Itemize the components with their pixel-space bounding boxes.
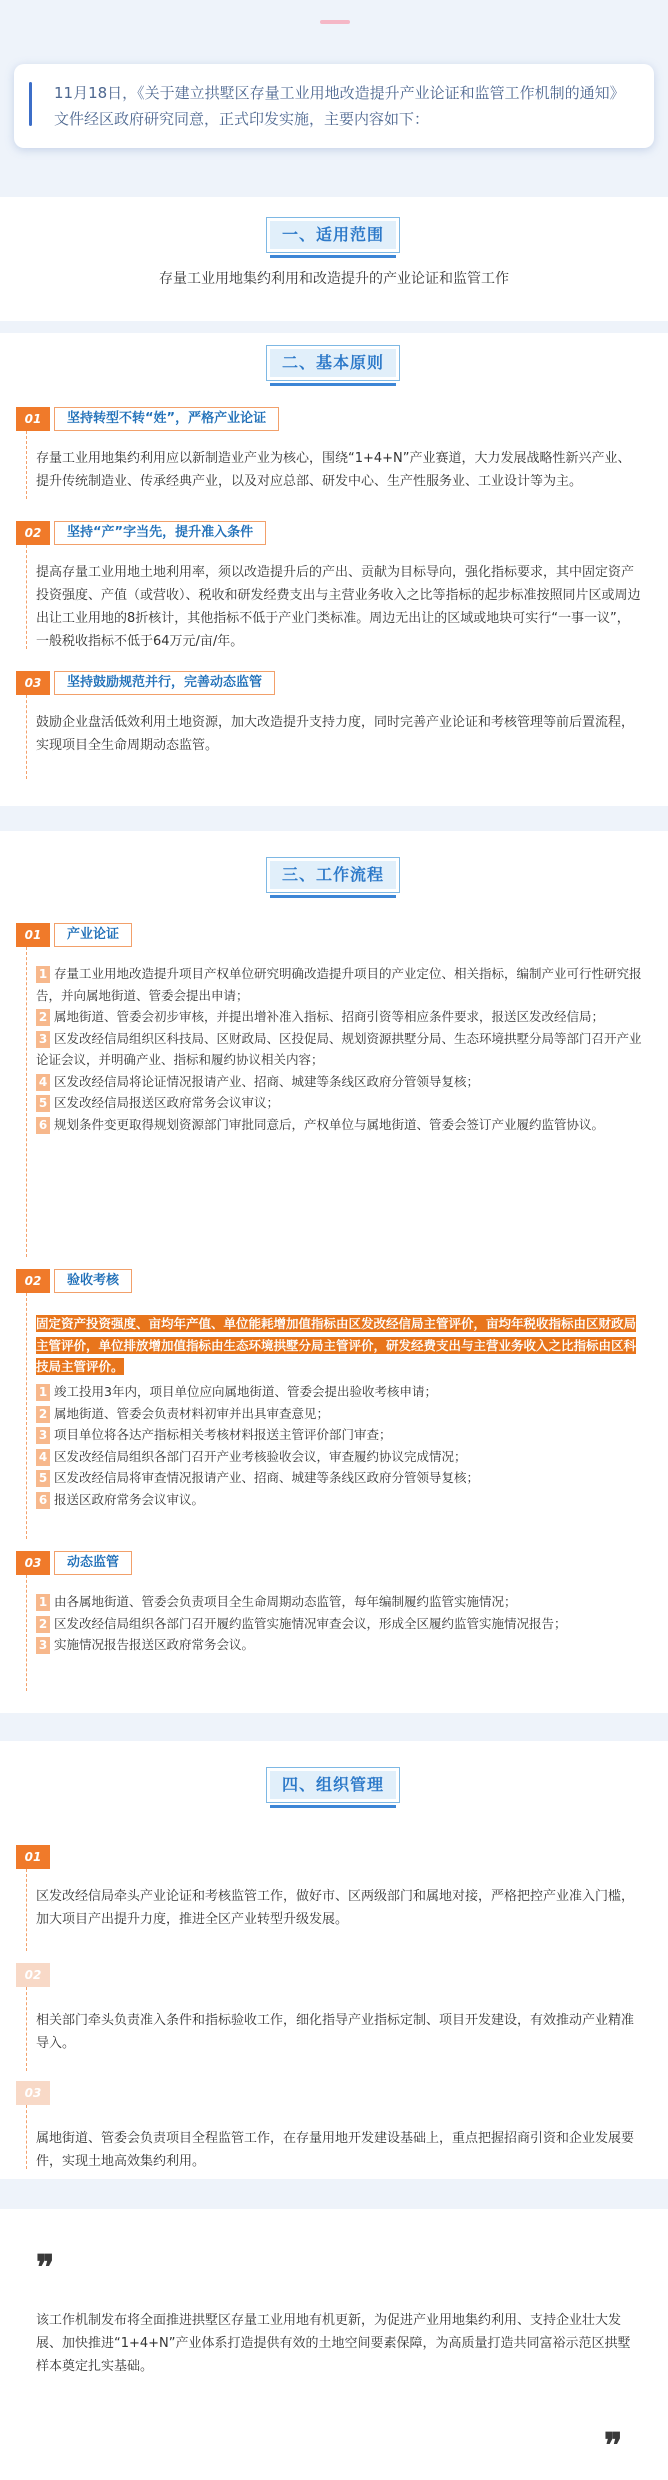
top-decoration bbox=[0, 0, 668, 22]
evaluation-highlight: 固定资产投资强度、亩均年产值、单位能耗增加值指标由区发改经信局主管评价，亩均年税收指标由区财政局主管评价，单位排放增加值指标由生态环境拱墅分局主管评价，研发经费支出与主营业务收入之比指标由区科技局主管评价。 bbox=[36, 1316, 637, 1374]
step-number: 1 bbox=[36, 1594, 50, 1611]
workflow-tag-02 bbox=[16, 1269, 132, 1293]
section-principles bbox=[0, 333, 668, 806]
workflow-steps bbox=[36, 963, 644, 1135]
evaluation-step bbox=[36, 1424, 644, 1446]
title-underline bbox=[270, 895, 396, 898]
dashed-guide bbox=[26, 695, 27, 779]
step-text: 区发改经信局将审查情况报请产业、招商、城建等条线区政府分管领导复核； bbox=[54, 1470, 480, 1485]
section-title-principles: 二、基本原则 bbox=[266, 345, 400, 381]
step-text: 区发改经信局组织各部门召开产业考核验收会议，审查履约协议完成情况； bbox=[54, 1448, 467, 1464]
workflow-number: 02 bbox=[16, 1269, 50, 1293]
workflow-tag-01 bbox=[16, 923, 132, 947]
principle-number: 01 bbox=[16, 407, 50, 431]
principle-number: 02 bbox=[16, 521, 50, 545]
workflow-step bbox=[36, 1114, 644, 1136]
title-underline bbox=[270, 255, 396, 258]
scope-text: 存量工业用地集约利用和改造提升的产业论证和监管工作 bbox=[159, 271, 509, 287]
step-number: 2 bbox=[36, 1009, 50, 1026]
step-text: 区发改经信局报送区政府常务会议审议； bbox=[54, 1095, 280, 1110]
principle-text: 提高存量工业用地土地利用率，须以改造提升后的产出、贡献为目标导向，强化指标要求，其中固定资产投资强度、产值（或营收）、税收和研发经费支出与主营业务收入之比等指标的起步标准按照同片区或周边出让工业用地的8折核计，其他指标不低于产业门类标准。周边无出让的区域或地块可实行“一事一议”，一般税收指标不低于64万元/亩/年。 bbox=[36, 565, 641, 649]
supervision-step bbox=[36, 1591, 644, 1613]
management-number-03: 03 bbox=[16, 2081, 50, 2105]
section-title-workflow: 三、工作流程 bbox=[266, 857, 400, 893]
workflow-step bbox=[36, 1092, 644, 1114]
step-number: 1 bbox=[36, 1384, 50, 1401]
step-text: 属地街道、管委会负责材料初审并出具审查意见； bbox=[54, 1405, 330, 1421]
step-text: 报送区政府常务会议审议。 bbox=[54, 1491, 205, 1507]
step-text: 竣工投用3年内，项目单位应向属地街道、管委会提出验收考核申请； bbox=[54, 1384, 437, 1399]
principle-text: 鼓励企业盘活低效利用土地资源，加大改造提升支持力度，同时完善产业论证和考核管理等前后置流程，实现项目全生命周期动态监管。 bbox=[36, 715, 635, 753]
principle-number: 03 bbox=[16, 671, 50, 695]
step-number: 6 bbox=[36, 1492, 50, 1509]
dashed-guide bbox=[26, 545, 27, 649]
step-number: 4 bbox=[36, 1449, 50, 1466]
section-title-management: 四、组织管理 bbox=[266, 1767, 400, 1803]
step-number: 5 bbox=[36, 1470, 50, 1487]
workflow-label: 产业论证 bbox=[54, 923, 132, 947]
management-text: 属地街道、管委会负责项目全程监管工作，在存量用地开发建设基础上，重点把握招商引资和企业发展要件，实现土地高效集约利用。 bbox=[36, 2131, 635, 2169]
step-number: 5 bbox=[36, 1095, 50, 1112]
evaluation-step bbox=[36, 1467, 644, 1489]
step-text: 实施情况报告报送区政府常务会议。 bbox=[54, 1637, 255, 1652]
title-underline bbox=[270, 383, 396, 386]
principle-tag-02 bbox=[16, 521, 266, 545]
title-underline bbox=[270, 1805, 396, 1808]
management-number-02: 02 bbox=[16, 1963, 50, 1987]
step-number: 2 bbox=[36, 1616, 50, 1633]
workflow-step bbox=[36, 1028, 644, 1071]
principle-label: 坚持“产”字当先，提升准入条件 bbox=[54, 521, 266, 545]
dashed-guide bbox=[26, 2105, 27, 2169]
workflow-number: 01 bbox=[16, 923, 50, 947]
dashed-guide bbox=[26, 431, 27, 499]
step-number: 4 bbox=[36, 1074, 50, 1091]
management-number-01: 01 bbox=[16, 1845, 50, 1869]
intro-card bbox=[14, 64, 654, 148]
section-management bbox=[0, 1741, 668, 2179]
section-workflow bbox=[0, 831, 668, 1713]
evaluation-steps bbox=[36, 1381, 644, 1510]
supervision-step bbox=[36, 1613, 644, 1635]
section-scope bbox=[0, 197, 668, 321]
step-number: 6 bbox=[36, 1117, 50, 1134]
supervision-steps bbox=[36, 1591, 644, 1656]
step-text: 规划条件变更取得规划资源部门审批同意后，产权单位与属地街道、管委会签订产业履约监管协议。 bbox=[54, 1116, 605, 1132]
closing-quote bbox=[0, 2209, 668, 2480]
workflow-step bbox=[36, 1006, 644, 1028]
step-text: 由各属地街道、管委会负责项目全生命周期动态监管，每年编制履约监管实施情况； bbox=[54, 1594, 517, 1609]
workflow-label: 验收考核 bbox=[54, 1269, 132, 1293]
step-number: 3 bbox=[36, 1427, 50, 1444]
intro-accent-bar bbox=[29, 82, 32, 126]
principle-tag-03 bbox=[16, 671, 275, 695]
step-number: 3 bbox=[36, 1637, 50, 1654]
step-text: 区发改经信局组织区科技局、区财政局、区投促局、规划资源拱墅分局、生态环境拱墅分局等部门召开产业论证会议，并明确产业、指标和履约协议相关内容； bbox=[36, 1030, 642, 1067]
dashed-guide bbox=[26, 947, 27, 1257]
step-number: 2 bbox=[36, 1406, 50, 1423]
step-text: 项目单位将各达产指标相关考核材料报送主管评价部门审查； bbox=[54, 1427, 392, 1442]
principle-tag-01 bbox=[16, 407, 279, 431]
step-text: 区发改经信局将论证情况报请产业、招商、城建等条线区政府分管领导复核； bbox=[54, 1073, 480, 1089]
closing-text: 该工作机制发布将全面推进拱墅区存量工业用地有机更新，为促进产业用地集约利用、支持企业壮大发展、加快推进“1+4+N”产业体系打造提供有效的土地空间要素保障，为高质量打造共同富裕示范区拱墅样本奠定扎实基础。 bbox=[36, 2313, 631, 2374]
evaluation-step bbox=[36, 1381, 644, 1403]
step-number: 3 bbox=[36, 1031, 50, 1048]
principle-label: 坚持鼓励规范并行，完善动态监管 bbox=[54, 671, 275, 695]
step-text: 区发改经信局组织各部门召开履约监管实施情况审查会议，形成全区履约监管实施情况报告； bbox=[54, 1615, 567, 1631]
dashed-guide bbox=[26, 1575, 27, 1691]
dashed-guide bbox=[26, 1987, 27, 2071]
dashed-guide bbox=[26, 1869, 27, 1951]
section-title-scope: 一、适用范围 bbox=[266, 217, 400, 253]
principle-label: 坚持转型不转“姓”，严格产业论证 bbox=[54, 407, 279, 431]
close-quote-icon: ❞ bbox=[604, 2426, 623, 2466]
workflow-label: 动态监管 bbox=[54, 1551, 132, 1575]
top-dash bbox=[320, 20, 350, 24]
management-text: 相关部门牵头负责准入条件和指标验收工作，细化指导产业指标定制、项目开发建设，有效推动产业精准导入。 bbox=[36, 2013, 635, 2051]
workflow-step bbox=[36, 1071, 644, 1093]
evaluation-step bbox=[36, 1403, 644, 1425]
dashed-guide bbox=[26, 1293, 27, 1539]
evaluation-step bbox=[36, 1446, 644, 1468]
principle-text: 存量工业用地集约利用应以新制造业产业为核心，围绕“1+4+N”产业赛道，大力发展战略性新兴产业、提升传统制造业、传承经典产业，以及对应总部、研发中心、生产性服务业、工业设计等为主。 bbox=[36, 451, 631, 489]
open-quote-icon: ❞ bbox=[36, 2248, 55, 2288]
workflow-number: 03 bbox=[16, 1551, 50, 1575]
step-number: 1 bbox=[36, 966, 50, 983]
supervision-step bbox=[36, 1634, 644, 1656]
management-text: 区发改经信局牵头产业论证和考核监管工作，做好市、区两级部门和属地对接，严格把控产业准入门槛，加大项目产出提升力度，推进全区产业转型升级发展。 bbox=[36, 1889, 635, 1927]
step-text: 属地街道、管委会初步审核，并提出增补准入指标、招商引资等相应条件要求，报送区发改经信局； bbox=[54, 1009, 605, 1024]
workflow-tag-03 bbox=[16, 1551, 132, 1575]
step-text: 存量工业用地改造提升项目产权单位研究明确改造提升项目的产业定位、相关指标，编制产业可行性研究报告，并向属地街道、管委会提出申请； bbox=[36, 966, 642, 1003]
intro-text: 11月18日，《关于建立拱墅区存量工业用地改造提升产业论证和监管工作机制的通知》文件经区政府研究同意，正式印发实施，主要内容如下： bbox=[54, 84, 625, 128]
evaluation-step bbox=[36, 1489, 644, 1511]
workflow-step bbox=[36, 963, 644, 1006]
